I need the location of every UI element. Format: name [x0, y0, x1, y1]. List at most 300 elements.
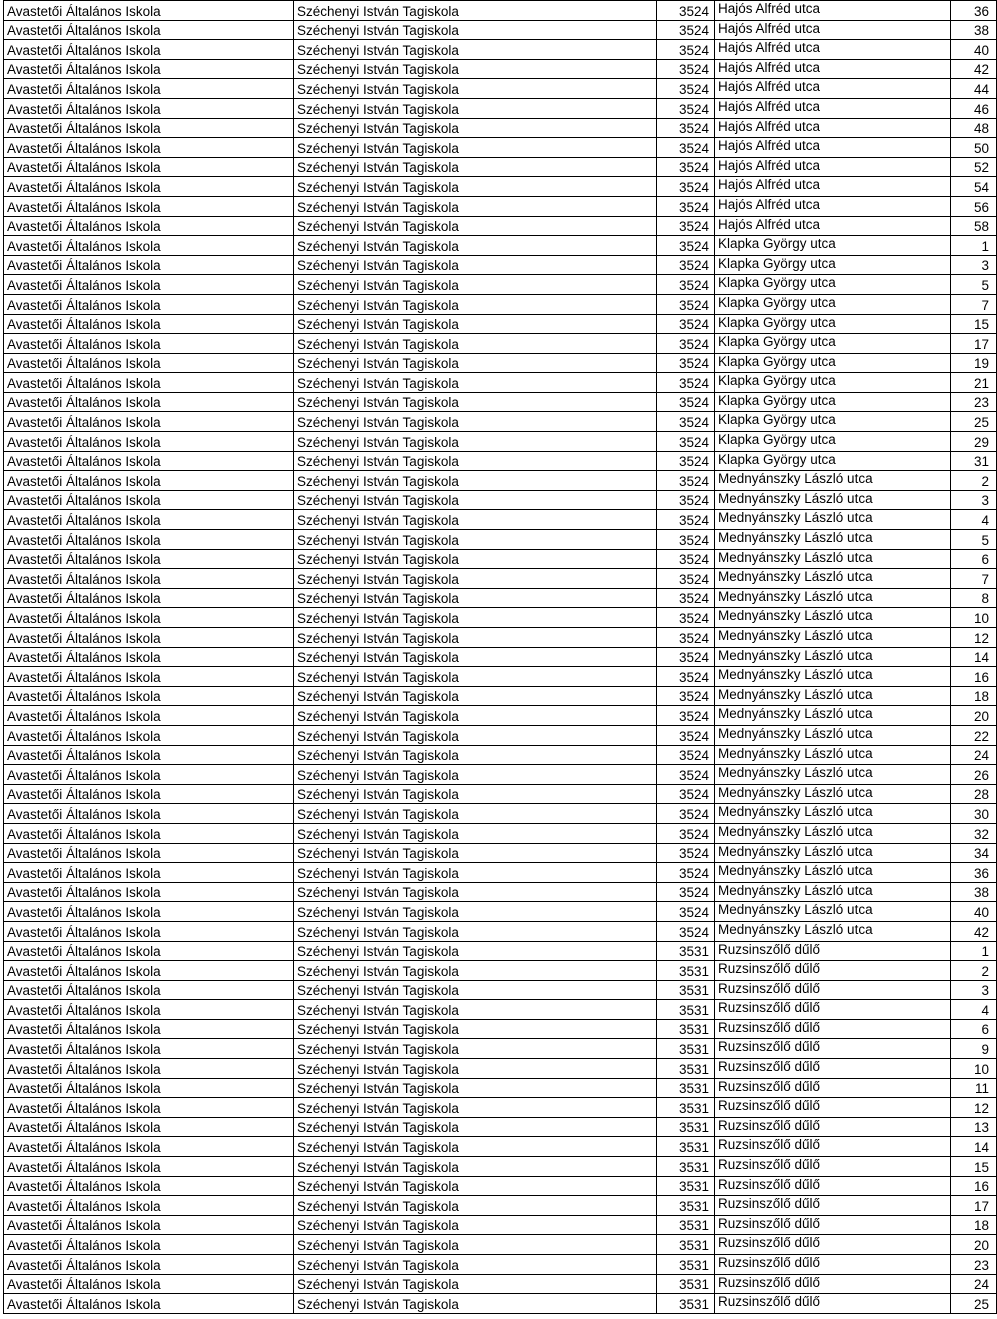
school-cell: Avastetői Általános Iskola [4, 1274, 294, 1294]
street-cell: Klapka György utca [715, 432, 951, 452]
number-cell: 5 [951, 530, 997, 550]
school-cell: Avastetői Általános Iskola [4, 1235, 294, 1255]
table-row [4, 471, 997, 491]
number-cell: 7 [951, 569, 997, 589]
zip-cell: 3524 [657, 451, 715, 471]
number-cell: 1 [951, 236, 997, 256]
branch-cell: Széchenyi István Tagiskola [294, 510, 657, 530]
branch-cell: Széchenyi István Tagiskola [294, 1215, 657, 1235]
school-cell: Avastetői Általános Iskola [4, 334, 294, 354]
table-row [4, 510, 997, 530]
zip-cell: 3524 [657, 588, 715, 608]
number-cell: 36 [951, 1, 997, 21]
zip-cell: 3524 [657, 667, 715, 687]
number-cell: 22 [951, 725, 997, 745]
school-cell: Avastetői Általános Iskola [4, 314, 294, 334]
street-cell: Hajós Alfréd utca [715, 157, 951, 177]
school-cell: Avastetői Általános Iskola [4, 961, 294, 981]
number-cell: 58 [951, 216, 997, 236]
street-cell: Hajós Alfréd utca [715, 59, 951, 79]
branch-cell: Széchenyi István Tagiskola [294, 275, 657, 295]
number-cell: 46 [951, 98, 997, 118]
zip-cell: 3524 [657, 549, 715, 569]
street-cell: Mednyánszky László utca [715, 647, 951, 667]
school-cell: Avastetői Általános Iskola [4, 1000, 294, 1020]
number-cell: 28 [951, 784, 997, 804]
table-row [4, 961, 997, 981]
street-cell: Mednyánszky László utca [715, 667, 951, 687]
zip-cell: 3524 [657, 353, 715, 373]
table-row [4, 451, 997, 471]
branch-cell: Széchenyi István Tagiskola [294, 569, 657, 589]
street-cell: Mednyánszky László utca [715, 510, 951, 530]
zip-cell: 3524 [657, 98, 715, 118]
street-cell: Ruzsinszőlő dűlő [715, 1176, 951, 1196]
number-cell: 25 [951, 412, 997, 432]
street-cell: Mednyánszky László utca [715, 765, 951, 785]
school-cell: Avastetői Általános Iskola [4, 980, 294, 1000]
school-cell: Avastetői Általános Iskola [4, 1117, 294, 1137]
zip-cell: 3524 [657, 804, 715, 824]
table-row [4, 59, 997, 79]
street-cell: Mednyánszky László utca [715, 745, 951, 765]
zip-cell: 3524 [657, 138, 715, 158]
zip-cell: 3531 [657, 1059, 715, 1079]
number-cell: 36 [951, 863, 997, 883]
branch-cell: Széchenyi István Tagiskola [294, 216, 657, 236]
street-cell: Hajós Alfréd utca [715, 138, 951, 158]
number-cell: 12 [951, 628, 997, 648]
branch-cell: Széchenyi István Tagiskola [294, 392, 657, 412]
table-row [4, 1294, 997, 1314]
school-cell: Avastetői Általános Iskola [4, 569, 294, 589]
zip-cell: 3531 [657, 1098, 715, 1118]
school-cell: Avastetői Általános Iskola [4, 255, 294, 275]
branch-cell: Széchenyi István Tagiskola [294, 882, 657, 902]
number-cell: 40 [951, 902, 997, 922]
table-row [4, 647, 997, 667]
street-cell: Mednyánszky László utca [715, 471, 951, 491]
number-cell: 29 [951, 432, 997, 452]
table-row [4, 863, 997, 883]
street-cell: Hajós Alfréd utca [715, 216, 951, 236]
table-row [4, 882, 997, 902]
table-row [4, 314, 997, 334]
table-row [4, 294, 997, 314]
zip-cell: 3524 [657, 745, 715, 765]
street-cell: Hajós Alfréd utca [715, 118, 951, 138]
table-row [4, 216, 997, 236]
table-row [4, 686, 997, 706]
zip-cell: 3524 [657, 294, 715, 314]
number-cell: 31 [951, 451, 997, 471]
branch-cell: Széchenyi István Tagiskola [294, 1176, 657, 1196]
number-cell: 13 [951, 1117, 997, 1137]
table-row [4, 1137, 997, 1157]
number-cell: 5 [951, 275, 997, 295]
school-cell: Avastetői Általános Iskola [4, 784, 294, 804]
street-cell: Mednyánszky László utca [715, 882, 951, 902]
branch-cell: Széchenyi István Tagiskola [294, 961, 657, 981]
table-row [4, 334, 997, 354]
branch-cell: Széchenyi István Tagiskola [294, 79, 657, 99]
table-row [4, 784, 997, 804]
street-cell: Mednyánszky László utca [715, 549, 951, 569]
street-cell: Mednyánszky László utca [715, 804, 951, 824]
table-row [4, 1157, 997, 1177]
school-cell: Avastetői Általános Iskola [4, 530, 294, 550]
zip-cell: 3524 [657, 118, 715, 138]
school-cell: Avastetői Általános Iskola [4, 157, 294, 177]
street-cell: Ruzsinszőlő dűlő [715, 1157, 951, 1177]
street-cell: Mednyánszky László utca [715, 725, 951, 745]
branch-cell: Széchenyi István Tagiskola [294, 236, 657, 256]
street-cell: Klapka György utca [715, 412, 951, 432]
street-cell: Ruzsinszőlő dűlő [715, 980, 951, 1000]
branch-cell: Széchenyi István Tagiskola [294, 59, 657, 79]
zip-cell: 3531 [657, 1215, 715, 1235]
zip-cell: 3524 [657, 412, 715, 432]
number-cell: 3 [951, 490, 997, 510]
school-cell: Avastetői Általános Iskola [4, 765, 294, 785]
table-row [4, 921, 997, 941]
branch-cell: Széchenyi István Tagiskola [294, 373, 657, 393]
zip-cell: 3531 [657, 961, 715, 981]
zip-cell: 3524 [657, 373, 715, 393]
street-cell: Mednyánszky László utca [715, 706, 951, 726]
branch-cell: Széchenyi István Tagiskola [294, 863, 657, 883]
zip-cell: 3524 [657, 921, 715, 941]
school-cell: Avastetői Általános Iskola [4, 40, 294, 60]
table-row [4, 118, 997, 138]
branch-cell: Széchenyi István Tagiskola [294, 138, 657, 158]
table-row [4, 745, 997, 765]
zip-cell: 3524 [657, 334, 715, 354]
school-cell: Avastetői Általános Iskola [4, 941, 294, 961]
table-row [4, 1019, 997, 1039]
zip-cell: 3524 [657, 882, 715, 902]
zip-cell: 3524 [657, 863, 715, 883]
school-cell: Avastetői Általános Iskola [4, 1255, 294, 1275]
school-cell: Avastetői Általános Iskola [4, 1176, 294, 1196]
school-cell: Avastetői Általános Iskola [4, 20, 294, 40]
street-cell: Mednyánszky László utca [715, 686, 951, 706]
table-row [4, 490, 997, 510]
zip-cell: 3524 [657, 236, 715, 256]
number-cell: 15 [951, 314, 997, 334]
number-cell: 6 [951, 1019, 997, 1039]
branch-cell: Széchenyi István Tagiskola [294, 921, 657, 941]
branch-cell: Széchenyi István Tagiskola [294, 255, 657, 275]
number-cell: 14 [951, 647, 997, 667]
number-cell: 3 [951, 255, 997, 275]
school-cell: Avastetői Általános Iskola [4, 373, 294, 393]
number-cell: 7 [951, 294, 997, 314]
street-cell: Ruzsinszőlő dűlő [715, 1274, 951, 1294]
zip-cell: 3524 [657, 275, 715, 295]
number-cell: 14 [951, 1137, 997, 1157]
zip-cell: 3524 [657, 314, 715, 334]
table-row [4, 588, 997, 608]
number-cell: 17 [951, 1196, 997, 1216]
school-cell: Avastetői Általános Iskola [4, 196, 294, 216]
school-cell: Avastetői Általános Iskola [4, 1098, 294, 1118]
zip-cell: 3524 [657, 392, 715, 412]
branch-cell: Széchenyi István Tagiskola [294, 1235, 657, 1255]
zip-cell: 3524 [657, 647, 715, 667]
zip-cell: 3531 [657, 1039, 715, 1059]
zip-cell: 3524 [657, 843, 715, 863]
branch-cell: Széchenyi István Tagiskola [294, 1000, 657, 1020]
school-cell: Avastetői Általános Iskola [4, 451, 294, 471]
number-cell: 34 [951, 843, 997, 863]
table-row [4, 608, 997, 628]
zip-cell: 3524 [657, 510, 715, 530]
table-row [4, 1255, 997, 1275]
street-cell: Ruzsinszőlő dűlő [715, 941, 951, 961]
table-row [4, 1176, 997, 1196]
street-cell: Klapka György utca [715, 334, 951, 354]
branch-cell: Széchenyi István Tagiskola [294, 490, 657, 510]
zip-cell: 3531 [657, 980, 715, 1000]
branch-cell: Széchenyi István Tagiskola [294, 334, 657, 354]
number-cell: 25 [951, 1294, 997, 1314]
number-cell: 18 [951, 1215, 997, 1235]
street-cell: Hajós Alfréd utca [715, 40, 951, 60]
number-cell: 56 [951, 196, 997, 216]
number-cell: 15 [951, 1157, 997, 1177]
street-cell: Klapka György utca [715, 314, 951, 334]
street-cell: Hajós Alfréd utca [715, 98, 951, 118]
branch-cell: Széchenyi István Tagiskola [294, 823, 657, 843]
school-cell: Avastetői Általános Iskola [4, 647, 294, 667]
table-row [4, 392, 997, 412]
school-cell: Avastetői Általános Iskola [4, 686, 294, 706]
street-cell: Hajós Alfréd utca [715, 20, 951, 40]
branch-cell: Széchenyi István Tagiskola [294, 1, 657, 21]
number-cell: 2 [951, 471, 997, 491]
zip-cell: 3531 [657, 1078, 715, 1098]
street-cell: Klapka György utca [715, 451, 951, 471]
address-table [3, 0, 997, 1314]
street-cell: Mednyánszky László utca [715, 784, 951, 804]
table-row [4, 40, 997, 60]
number-cell: 16 [951, 1176, 997, 1196]
zip-cell: 3524 [657, 608, 715, 628]
zip-cell: 3531 [657, 1117, 715, 1137]
zip-cell: 3524 [657, 823, 715, 843]
number-cell: 26 [951, 765, 997, 785]
zip-cell: 3524 [657, 1, 715, 21]
branch-cell: Széchenyi István Tagiskola [294, 40, 657, 60]
number-cell: 42 [951, 59, 997, 79]
school-cell: Avastetői Általános Iskola [4, 275, 294, 295]
street-cell: Mednyánszky László utca [715, 902, 951, 922]
school-cell: Avastetői Általános Iskola [4, 294, 294, 314]
branch-cell: Széchenyi István Tagiskola [294, 628, 657, 648]
zip-cell: 3524 [657, 686, 715, 706]
number-cell: 30 [951, 804, 997, 824]
zip-cell: 3524 [657, 255, 715, 275]
branch-cell: Széchenyi István Tagiskola [294, 118, 657, 138]
school-cell: Avastetői Általános Iskola [4, 921, 294, 941]
branch-cell: Széchenyi István Tagiskola [294, 980, 657, 1000]
branch-cell: Széchenyi István Tagiskola [294, 1098, 657, 1118]
table-row [4, 1078, 997, 1098]
street-cell: Klapka György utca [715, 373, 951, 393]
number-cell: 17 [951, 334, 997, 354]
number-cell: 54 [951, 177, 997, 197]
branch-cell: Széchenyi István Tagiskola [294, 745, 657, 765]
table-row [4, 549, 997, 569]
zip-cell: 3524 [657, 471, 715, 491]
number-cell: 3 [951, 980, 997, 1000]
street-cell: Hajós Alfréd utca [715, 1, 951, 21]
zip-cell: 3531 [657, 1255, 715, 1275]
street-cell: Mednyánszky László utca [715, 921, 951, 941]
street-cell: Ruzsinszőlő dűlő [715, 1235, 951, 1255]
table-row [4, 843, 997, 863]
zip-cell: 3524 [657, 569, 715, 589]
zip-cell: 3524 [657, 490, 715, 510]
street-cell: Hajós Alfréd utca [715, 79, 951, 99]
number-cell: 52 [951, 157, 997, 177]
branch-cell: Széchenyi István Tagiskola [294, 177, 657, 197]
zip-cell: 3524 [657, 725, 715, 745]
street-cell: Ruzsinszőlő dűlő [715, 1196, 951, 1216]
branch-cell: Széchenyi István Tagiskola [294, 608, 657, 628]
table-row [4, 20, 997, 40]
zip-cell: 3524 [657, 706, 715, 726]
table-row [4, 79, 997, 99]
branch-cell: Széchenyi István Tagiskola [294, 784, 657, 804]
school-cell: Avastetői Általános Iskola [4, 392, 294, 412]
number-cell: 32 [951, 823, 997, 843]
table-row [4, 980, 997, 1000]
school-cell: Avastetői Általános Iskola [4, 138, 294, 158]
branch-cell: Széchenyi István Tagiskola [294, 98, 657, 118]
school-cell: Avastetői Általános Iskola [4, 863, 294, 883]
zip-cell: 3531 [657, 1294, 715, 1314]
zip-cell: 3531 [657, 941, 715, 961]
table-row [4, 823, 997, 843]
street-cell: Hajós Alfréd utca [715, 196, 951, 216]
school-cell: Avastetői Általános Iskola [4, 588, 294, 608]
school-cell: Avastetői Általános Iskola [4, 471, 294, 491]
school-cell: Avastetői Általános Iskola [4, 98, 294, 118]
street-cell: Ruzsinszőlő dűlő [715, 1117, 951, 1137]
branch-cell: Széchenyi István Tagiskola [294, 1117, 657, 1137]
street-cell: Mednyánszky László utca [715, 863, 951, 883]
street-cell: Ruzsinszőlő dűlő [715, 1215, 951, 1235]
school-cell: Avastetői Általános Iskola [4, 882, 294, 902]
school-cell: Avastetői Általános Iskola [4, 432, 294, 452]
school-cell: Avastetői Általános Iskola [4, 1078, 294, 1098]
branch-cell: Széchenyi István Tagiskola [294, 1019, 657, 1039]
school-cell: Avastetői Általános Iskola [4, 843, 294, 863]
street-cell: Mednyánszky László utca [715, 490, 951, 510]
table-row [4, 157, 997, 177]
table-row [4, 1235, 997, 1255]
number-cell: 16 [951, 667, 997, 687]
school-cell: Avastetői Általános Iskola [4, 706, 294, 726]
number-cell: 10 [951, 608, 997, 628]
street-cell: Ruzsinszőlő dűlő [715, 1019, 951, 1039]
branch-cell: Széchenyi István Tagiskola [294, 451, 657, 471]
street-cell: Mednyánszky László utca [715, 530, 951, 550]
number-cell: 9 [951, 1039, 997, 1059]
branch-cell: Széchenyi István Tagiskola [294, 549, 657, 569]
zip-cell: 3524 [657, 765, 715, 785]
school-cell: Avastetői Általános Iskola [4, 725, 294, 745]
branch-cell: Széchenyi István Tagiskola [294, 196, 657, 216]
number-cell: 44 [951, 79, 997, 99]
street-cell: Ruzsinszőlő dűlő [715, 1098, 951, 1118]
branch-cell: Széchenyi István Tagiskola [294, 843, 657, 863]
number-cell: 10 [951, 1059, 997, 1079]
zip-cell: 3524 [657, 432, 715, 452]
number-cell: 48 [951, 118, 997, 138]
table-row [4, 725, 997, 745]
branch-cell: Széchenyi István Tagiskola [294, 1274, 657, 1294]
table-row [4, 432, 997, 452]
street-cell: Mednyánszky László utca [715, 569, 951, 589]
table-row [4, 1274, 997, 1294]
school-cell: Avastetői Általános Iskola [4, 745, 294, 765]
number-cell: 38 [951, 882, 997, 902]
number-cell: 11 [951, 1078, 997, 1098]
school-cell: Avastetői Általános Iskola [4, 236, 294, 256]
school-cell: Avastetői Általános Iskola [4, 1059, 294, 1079]
branch-cell: Széchenyi István Tagiskola [294, 1157, 657, 1177]
zip-cell: 3524 [657, 196, 715, 216]
number-cell: 50 [951, 138, 997, 158]
street-cell: Mednyánszky László utca [715, 588, 951, 608]
branch-cell: Széchenyi István Tagiskola [294, 432, 657, 452]
number-cell: 4 [951, 510, 997, 530]
number-cell: 2 [951, 961, 997, 981]
zip-cell: 3524 [657, 902, 715, 922]
table-row [4, 902, 997, 922]
branch-cell: Széchenyi István Tagiskola [294, 314, 657, 334]
branch-cell: Széchenyi István Tagiskola [294, 765, 657, 785]
number-cell: 24 [951, 745, 997, 765]
table-row [4, 1039, 997, 1059]
branch-cell: Széchenyi István Tagiskola [294, 471, 657, 491]
street-cell: Ruzsinszőlő dűlő [715, 1255, 951, 1275]
school-cell: Avastetői Általános Iskola [4, 216, 294, 236]
zip-cell: 3524 [657, 216, 715, 236]
table-row [4, 804, 997, 824]
number-cell: 1 [951, 941, 997, 961]
number-cell: 21 [951, 373, 997, 393]
zip-cell: 3524 [657, 177, 715, 197]
number-cell: 8 [951, 588, 997, 608]
table-row [4, 1098, 997, 1118]
table-row [4, 530, 997, 550]
school-cell: Avastetői Általános Iskola [4, 823, 294, 843]
zip-cell: 3531 [657, 1235, 715, 1255]
number-cell: 23 [951, 1255, 997, 1275]
school-cell: Avastetői Általános Iskola [4, 1039, 294, 1059]
school-cell: Avastetői Általános Iskola [4, 902, 294, 922]
number-cell: 23 [951, 392, 997, 412]
number-cell: 40 [951, 40, 997, 60]
zip-cell: 3531 [657, 1019, 715, 1039]
table-row [4, 628, 997, 648]
street-cell: Ruzsinszőlő dűlő [715, 1078, 951, 1098]
branch-cell: Széchenyi István Tagiskola [294, 353, 657, 373]
